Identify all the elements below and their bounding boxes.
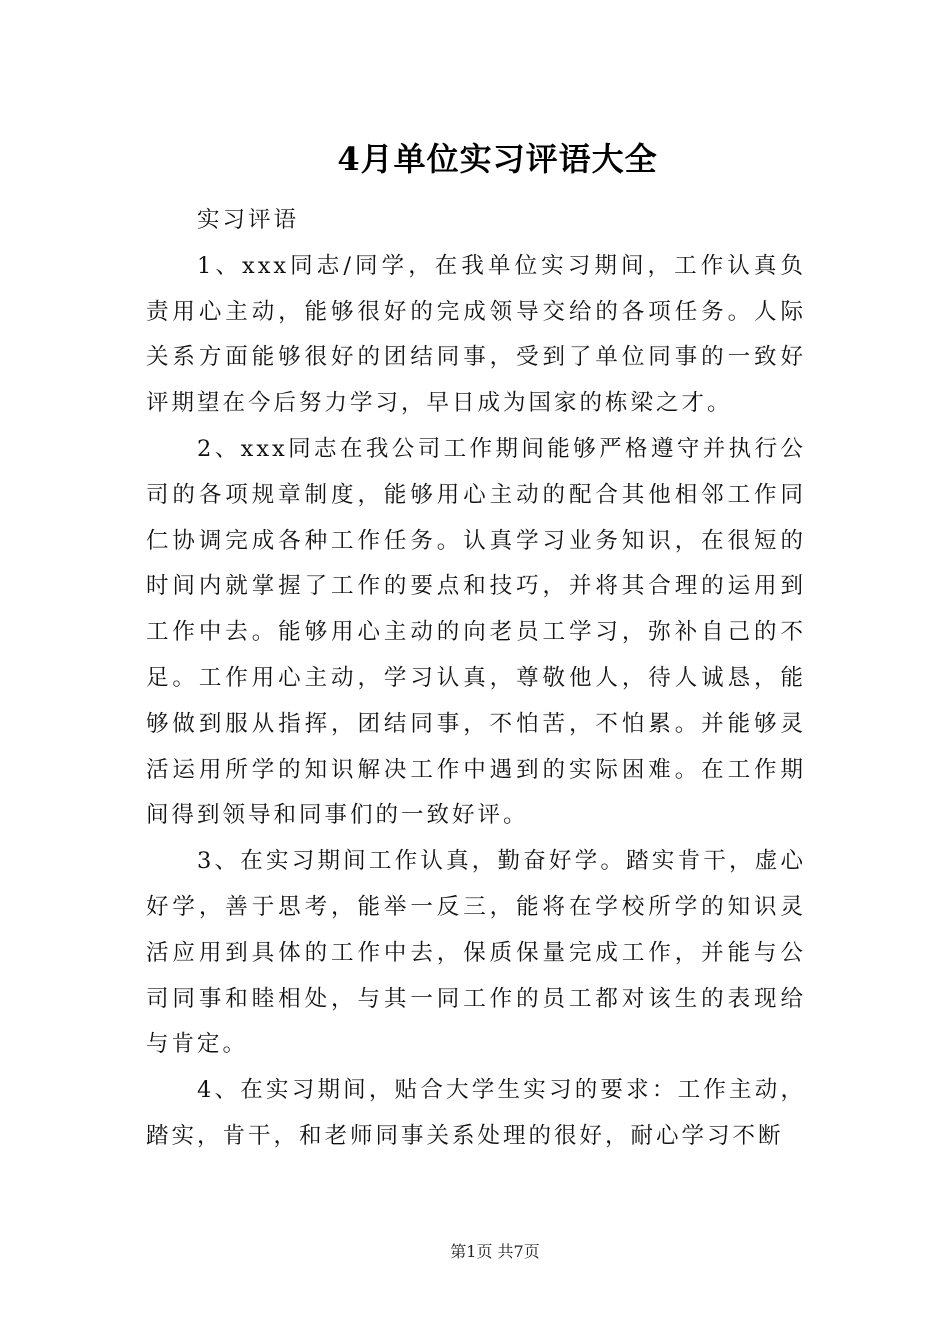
paragraph-4: 4、在实习期间，贴合大学生实习的要求：工作主动，踏实，肯干，和老师同事关系处理的很好，耐心学习不断: [146, 1077, 806, 1149]
paragraph-3: 3、在实习期间工作认真，勤奋好学。踏实肯干，虚心好学，善于思考，能举一反三，能将在学校所学的知识灵活应用到具体的工作中去，保质保量完成工作，并能与公司同事和睦相处，与其一同工作的员工都对该生的表现给与肯定。: [146, 848, 806, 1058]
page-title: 4月单位实习评语大全: [337, 140, 658, 178]
document-body: [146, 198, 806, 1160]
paragraph-1: 1、xxx同志/同学，在我单位实习期间，工作认真负责用心主动，能够很好的完成领导交给的各项任务。人际关系方面能够很好的团结同事，受到了单位同事的一致好评期望在今后努力学习，早日成为国家的栋梁之才。: [146, 252, 806, 417]
paragraph-2: 2、xxx同志在我公司工作期间能够严格遵守并执行公司的各项规章制度，能够用心主动的配合其他相邻工作同仁协调完成各种工作任务。认真学习业务知识，在很短的时间内就掌握了工作的要点和技巧，并将其合理的运用到工作中去。能够用心主动的向老员工学习，弥补自己的不足。工作用心主动，学习认真，尊敬他人，待人诚恳，能够做到服从指挥，团结同事，不怕苦，不怕累。并能够灵活运用所学的知识解决工作中遇到的实际困难。在工作期间得到领导和同事们的一致好评。: [146, 435, 806, 829]
paragraph-heading: 实习评语: [197, 207, 300, 233]
page-footer: 第1页 共7页: [450, 1242, 540, 1261]
